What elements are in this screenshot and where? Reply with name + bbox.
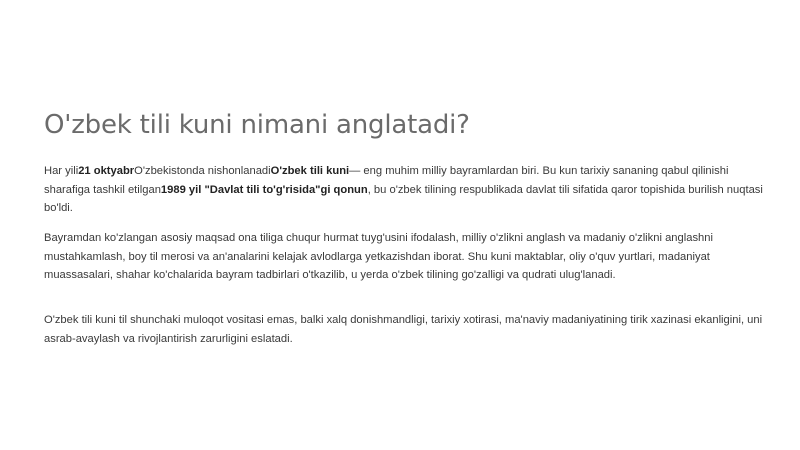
- paragraph-conclusion: O'zbek tili kuni til shunchaki muloqot vositasi emas, balki xalq donishmandligi, tarixiy xotirasi, ma'naviy madaniyatining tirik xazinasi ekanligini, uni asrab-avaylash va rivojlantirish zarurligini eslatadi.: [44, 314, 763, 345]
- intro-bold-law: 1989 yil "Davlat tili to'g'risida"gi qonun: [160, 183, 368, 196]
- paragraph-purpose: Bayramdan ko'zlangan asosiy maqsad ona tiliga chuqur hurmat tuyg'usini ifodalash, milliy o'zlikni anglash va madaniy o'zlikni anglashni mustahkamlash, boy til merosi va an'analarini kelajak avlodlarga yetkazishdan iborat. Shu kuni maktablar, oliy o'quv yurtlari, madaniyat muassasalari, shahar ko'chalarida bayram tadbirlari o'tkazilib, u yerda o'zbek tilining go'zalligi va qudrati ulug'lanadi.: [44, 232, 713, 281]
- intro-bold-date: 21 oktyabr: [78, 165, 135, 177]
- paragraph-intro: [44, 162, 766, 218]
- intro-text-2: O'zbekistonda nishonlanadi: [134, 165, 271, 177]
- article-title: O'zbek tili kuni nimani anglatadi?: [44, 110, 470, 140]
- intro-bold-holiday: O'zbek tili kuni: [270, 165, 350, 177]
- intro-text-4: , bu o'zbek tilining respublikada davlat tili sifatida qaror topishida burilish nuqtasi bo'ldi.: [44, 183, 763, 214]
- intro-text-1: Har yili: [44, 165, 79, 177]
- intro-text-3: — eng muhim milliy bayramlardan biri. Bu kun tarixiy sananing qabul qilinishi sharafiga tashkil etilgan: [44, 165, 729, 196]
